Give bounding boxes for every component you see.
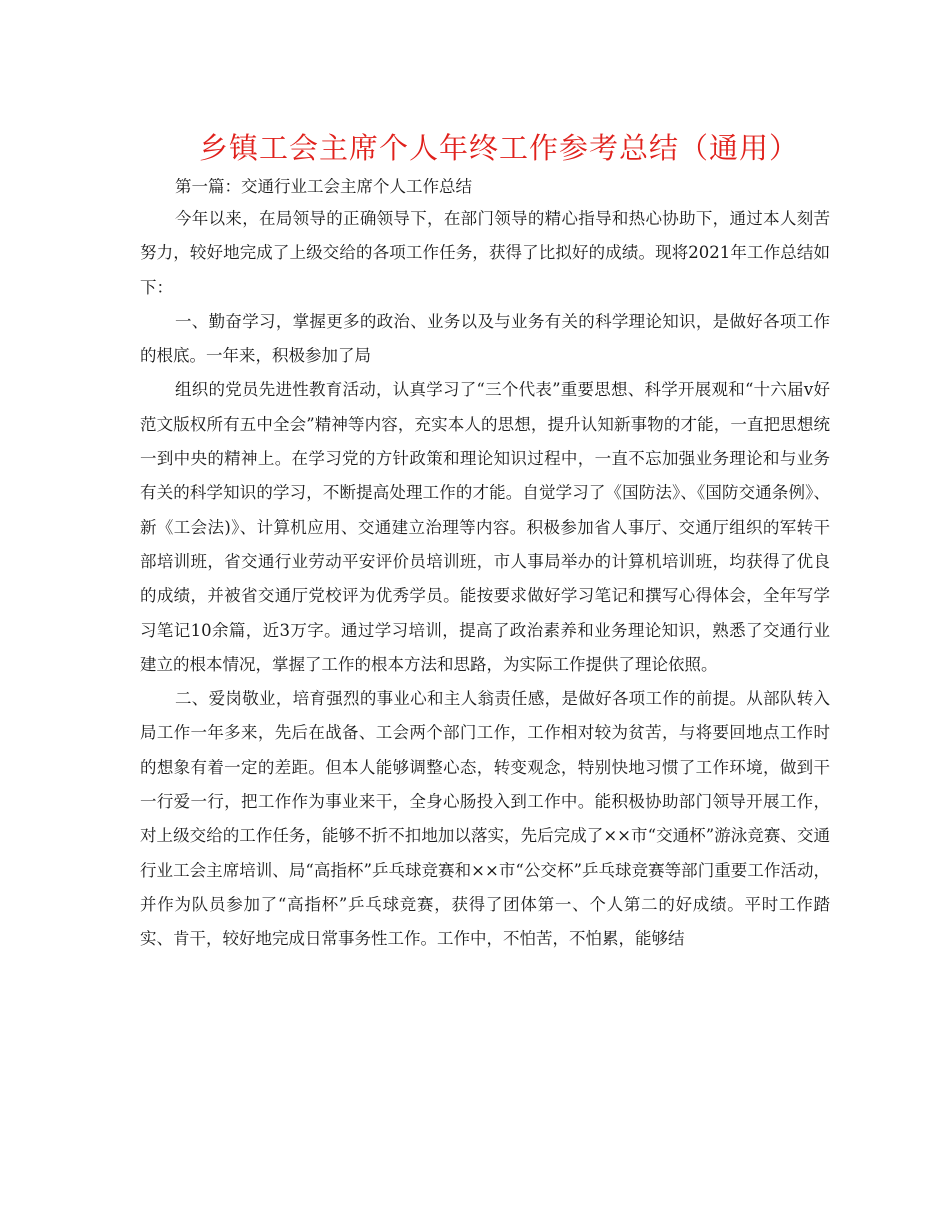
paragraph-dedication: 二、爱岗敬业，培育强烈的事业心和主人翁责任感，是做好各项工作的前提。从部队转入局工作一年多来，先后在战备、工会两个部门工作，工作相对较为贫苦，与将要回地点工作时的想象有着一定的差距。但本人能够调整心态，转变观念，特别快地习惯了工作环境，做到干一行爱一行，把工作作为事业来干，全身心肠投入到工作中。能积极协助部门领导开展工作，对上级交给的工作任务，能够不折不扣地加以落实，先后完成了××市“交通杯”游泳竞赛、交通行业工会主席培训、局“高指杯”乒乓球竞赛和××市“公交杯”乒乓球竞赛等部门重要工作活动，并作为队员参加了“高指杯”乒乓球竞赛，获得了团体第一、个人第二的好成绩。平时工作踏实、肯干，较好地完成日常事务性工作。工作中，不怕苦，不怕累，能够结 (140, 689, 830, 949)
paragraph-intro: 今年以来，在局领导的正确领导下，在部门领导的精心指导和热心协助下，通过本人刻苦努力，较好地完成了上级交给的各项工作任务，获得了比拟好的成绩。现将2021年工作总结如下： (140, 209, 830, 297)
paragraph-study-body: 组织的党员先进性教育活动，认真学习了“三个代表”重要思想、科学开展观和“十六届v好范文版权所有五中全会”精神等内容，充实本人的思想，提升认知新事物的才能，一直把思想统一到中央的精神上。在学习党的方针政策和理论知识过程中，一直不忘加强业务理论和与业务有关的科学知识的学习，不断提高处理工作的才能。自觉学习了《国防法》、《国防交通条例》、新《工会法)》、计算机应用、交通建立治理等内容。积极参加省人事厅、交通厅组织的军转干部培训班，省交通行业劳动平安评价员培训班，市人事局举办的计算机培训班，均获得了优良的成绩，并被省交通厅党校评为优秀学员。能按要求做好学习笔记和撰写心得体会，全年写学习笔记10余篇，近3万字。通过学习培训，提高了政治素养和业务理论知识，熟悉了交通行业建立的根本情况，掌握了工作的根本方法和思路，为实际工作提供了理论依照。 (140, 380, 830, 674)
paragraph-study-heading: 一、勤奋学习，掌握更多的政治、业务以及与业务有关的科学理论知识，是做好各项工作的根底。一年来，积极参加了局 (140, 311, 830, 366)
section-heading: 第一篇：交通行业工会主席个人工作总结 (175, 177, 472, 196)
document-title: 乡镇工会主席个人年终工作参考总结（通用） (198, 131, 799, 165)
